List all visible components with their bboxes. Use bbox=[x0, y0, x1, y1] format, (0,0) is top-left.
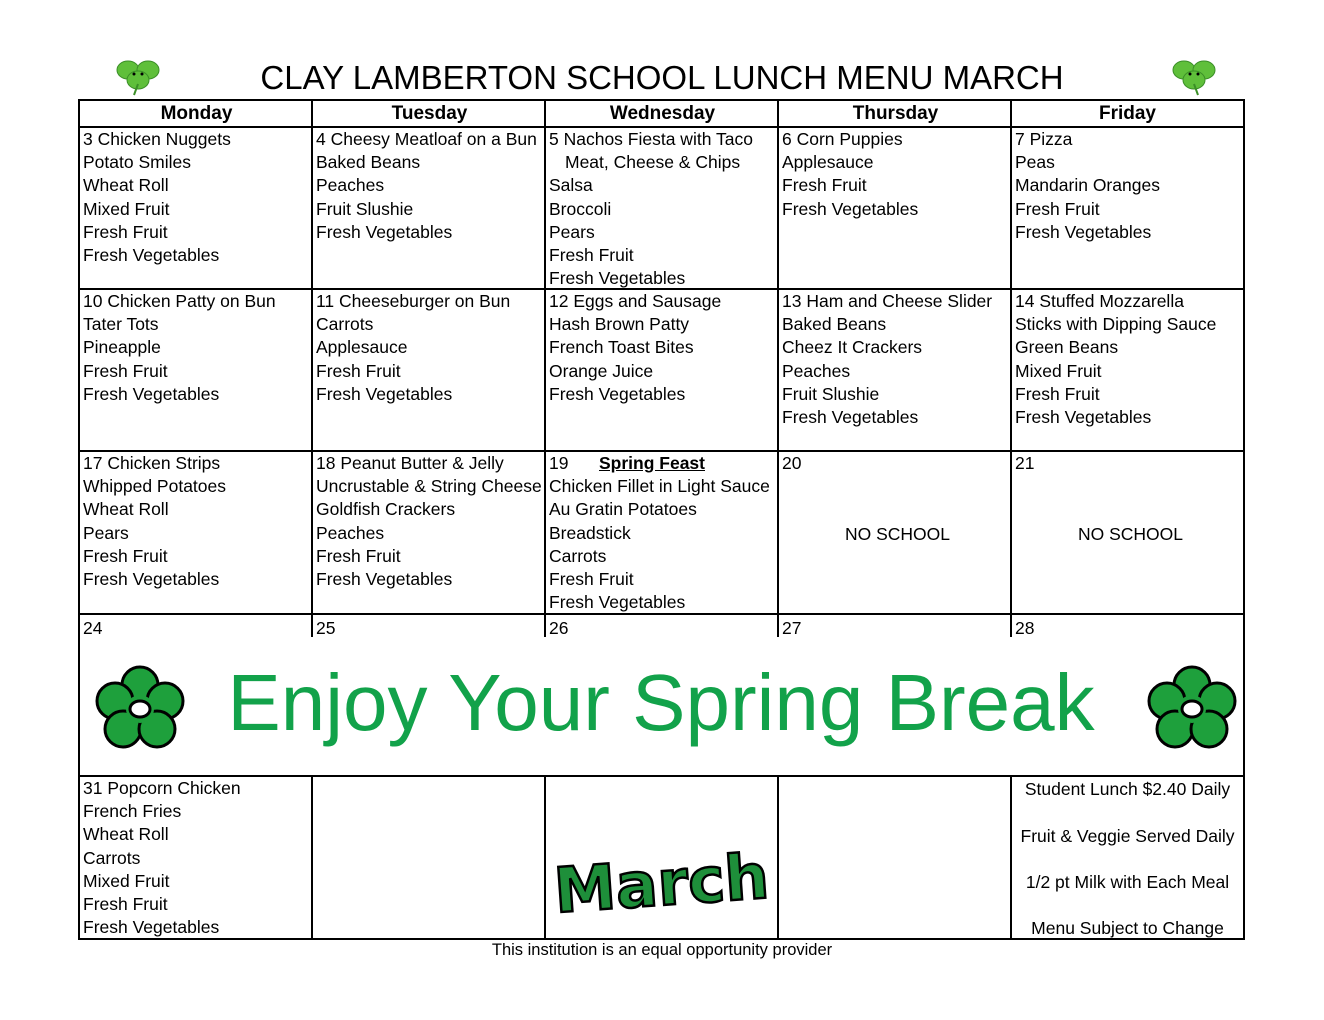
footer-note: This institution is an equal opportunity provider bbox=[491, 941, 833, 959]
menu-item: 3 Chicken Nuggets bbox=[83, 129, 231, 149]
day-number: 25 bbox=[316, 618, 336, 638]
day-number: 19 bbox=[549, 453, 569, 473]
menu-item: Fresh Fruit bbox=[549, 244, 634, 265]
info-milk: 1/2 pt Milk with Each Meal bbox=[1025, 872, 1230, 892]
menu-item: Pineapple bbox=[83, 337, 161, 358]
day-cell-mar-14 bbox=[1012, 290, 1243, 429]
header-monday: Monday bbox=[80, 101, 313, 128]
menu-item: Peaches bbox=[316, 175, 385, 196]
menu-item: 11 Cheeseburger on Bun bbox=[316, 291, 511, 311]
lunch-info bbox=[1012, 777, 1243, 938]
menu-item: Peaches bbox=[782, 360, 851, 381]
day-cell-mar-3 bbox=[80, 128, 311, 267]
menu-item: Pears bbox=[83, 522, 129, 543]
menu-item: French Toast Bites bbox=[549, 337, 694, 358]
menu-item: Whipped Potatoes bbox=[83, 476, 227, 497]
menu-item: Fresh Vegetables bbox=[782, 198, 919, 219]
menu-item: Fresh Fruit bbox=[782, 175, 867, 196]
menu-item: 7 Pizza bbox=[1015, 129, 1073, 149]
day-cell-mar-5 bbox=[546, 128, 777, 290]
menu-item: Fresh Vegetables bbox=[782, 406, 919, 427]
menu-item: Carrots bbox=[316, 314, 374, 335]
menu-item: 12 Eggs and Sausage bbox=[549, 291, 722, 311]
menu-item: Fresh Fruit bbox=[316, 545, 401, 566]
menu-item: Sticks with Dipping Sauce bbox=[1015, 314, 1217, 335]
menu-item: Fruit Slushie bbox=[782, 383, 880, 404]
menu-item: 14 Stuffed Mozzarella bbox=[1015, 291, 1184, 311]
menu-item: Hash Brown Patty bbox=[549, 314, 690, 335]
header-tuesday: Tuesday bbox=[313, 101, 546, 128]
menu-item: Orange Juice bbox=[549, 360, 654, 381]
menu-item: Fresh Vegetables bbox=[316, 221, 453, 242]
menu-item: Fresh Vegetables bbox=[83, 244, 220, 265]
day-cell-mar-18 bbox=[313, 452, 544, 591]
no-school-label: NO SCHOOL bbox=[844, 524, 951, 544]
menu-item: 18 Peanut Butter & Jelly bbox=[316, 453, 504, 473]
day-cell-mar-20 bbox=[779, 452, 1010, 613]
page-title: CLAY LAMBERTON SCHOOL LUNCH MENU MARCH bbox=[260, 59, 1064, 96]
no-school-label: NO SCHOOL bbox=[1077, 524, 1184, 544]
menu-item: Peas bbox=[1015, 152, 1055, 173]
menu-item: Cheez It Crackers bbox=[782, 337, 923, 358]
spring-feast-label: Spring Feast bbox=[599, 453, 705, 473]
menu-item: Fresh Vegetables bbox=[549, 383, 686, 404]
menu-item: Fresh Vegetables bbox=[83, 383, 220, 404]
header-thursday: Thursday bbox=[779, 101, 1012, 128]
menu-item: Fresh Vegetables bbox=[1015, 221, 1152, 242]
menu-item: Green Beans bbox=[1015, 337, 1119, 358]
menu-item: Fresh Vegetables bbox=[316, 383, 453, 404]
menu-item: 13 Ham and Cheese Slider bbox=[782, 291, 993, 311]
menu-item: 17 Chicken Strips bbox=[83, 453, 221, 473]
menu-item: Fresh Vegetables bbox=[83, 568, 220, 589]
menu-item: Wheat Roll bbox=[83, 824, 169, 845]
info-price: Student Lunch $2.40 Daily bbox=[1024, 779, 1231, 799]
menu-item: Meat, Cheese & Chips bbox=[565, 152, 741, 173]
menu-item: Wheat Roll bbox=[83, 499, 169, 520]
menu-item: Fresh Vegetables bbox=[83, 917, 220, 938]
menu-item: Fresh Fruit bbox=[316, 360, 401, 381]
menu-item: Fresh Fruit bbox=[83, 221, 168, 242]
menu-item: Mixed Fruit bbox=[1015, 360, 1102, 381]
menu-item: Fresh Fruit bbox=[549, 568, 634, 589]
menu-item: Fresh Vegetables bbox=[316, 568, 453, 589]
menu-item: Carrots bbox=[549, 545, 607, 566]
menu-item: Potato Smiles bbox=[83, 152, 191, 173]
info-subject-to-change: Menu Subject to Change bbox=[1031, 918, 1224, 938]
day-number: 20 bbox=[782, 453, 802, 473]
menu-item: Applesauce bbox=[782, 152, 874, 173]
day-cell-mar-17 bbox=[80, 452, 311, 591]
day-cell-mar-13 bbox=[779, 290, 1010, 429]
day-cell-mar-6 bbox=[779, 128, 1010, 221]
menu-item: 4 Cheesy Meatloaf on a Bun bbox=[316, 129, 537, 149]
menu-item: Fresh Fruit bbox=[1015, 383, 1100, 404]
menu-item: Fruit Slushie bbox=[316, 198, 414, 219]
menu-item: Fresh Vegetables bbox=[549, 268, 686, 289]
menu-item: Tater Tots bbox=[83, 314, 159, 335]
day-number: 24 bbox=[83, 618, 103, 638]
header-wednesday: Wednesday bbox=[546, 101, 779, 128]
march-clipart bbox=[546, 777, 777, 938]
menu-item: 5 Nachos Fiesta with Taco bbox=[549, 129, 753, 149]
menu-item: Baked Beans bbox=[316, 152, 421, 173]
menu-item: Goldfish Crackers bbox=[316, 499, 456, 520]
menu-item: Peaches bbox=[316, 522, 385, 543]
menu-item: Chicken Fillet in Light Sauce bbox=[549, 476, 770, 497]
day-number: 26 bbox=[549, 618, 569, 638]
menu-grid bbox=[78, 99, 1245, 940]
header-friday: Friday bbox=[1012, 101, 1243, 128]
menu-item: Fresh Fruit bbox=[83, 893, 168, 914]
menu-item: Breadstick bbox=[549, 522, 631, 543]
day-cell-mar-4 bbox=[313, 128, 544, 244]
day-cell-mar-12 bbox=[546, 290, 777, 406]
march-art-text: March bbox=[551, 839, 772, 928]
day-number: 21 bbox=[1015, 453, 1035, 473]
spring-break-row bbox=[80, 615, 1243, 775]
menu-item: Uncrustable & String Cheese bbox=[316, 476, 542, 497]
menu-item: Mandarin Oranges bbox=[1015, 175, 1160, 196]
menu-item: 31 Popcorn Chicken bbox=[83, 778, 241, 798]
menu-item: Mixed Fruit bbox=[83, 198, 170, 219]
flower-icon-right bbox=[1142, 663, 1242, 753]
menu-item: Applesauce bbox=[316, 337, 408, 358]
menu-item: Fresh Fruit bbox=[83, 545, 168, 566]
spring-break-message: Enjoy Your Spring Break bbox=[227, 658, 1095, 747]
day-cell-mar-19 bbox=[546, 452, 786, 614]
menu-item: 6 Corn Puppies bbox=[782, 129, 903, 149]
menu-item: Pears bbox=[549, 221, 595, 242]
day-number: 28 bbox=[1015, 618, 1035, 638]
day-cell-mar-31 bbox=[80, 777, 311, 939]
day-cell-mar-11 bbox=[313, 290, 544, 406]
menu-item: Fresh Fruit bbox=[83, 360, 168, 381]
flower-icon-left bbox=[90, 663, 190, 753]
day-cell-mar-21 bbox=[1012, 452, 1243, 613]
menu-item: Fresh Fruit bbox=[1015, 198, 1100, 219]
menu-item: Carrots bbox=[83, 847, 141, 868]
menu-item: Fresh Vegetables bbox=[1015, 406, 1152, 427]
day-cell-mar-10 bbox=[80, 290, 311, 406]
menu-item: Salsa bbox=[549, 175, 593, 196]
info-fruit-veggie: Fruit & Veggie Served Daily bbox=[1020, 826, 1235, 846]
menu-item: Fresh Vegetables bbox=[549, 592, 686, 613]
menu-item: French Fries bbox=[83, 801, 182, 822]
day-cell-mar-7 bbox=[1012, 128, 1243, 244]
day-number: 27 bbox=[782, 618, 802, 638]
menu-item: Mixed Fruit bbox=[83, 870, 170, 891]
menu-item: 10 Chicken Patty on Bun bbox=[83, 291, 276, 311]
menu-item: Au Gratin Potatoes bbox=[549, 499, 697, 520]
menu-item: Broccoli bbox=[549, 198, 612, 219]
menu-item: Wheat Roll bbox=[83, 175, 169, 196]
menu-item: Baked Beans bbox=[782, 314, 887, 335]
